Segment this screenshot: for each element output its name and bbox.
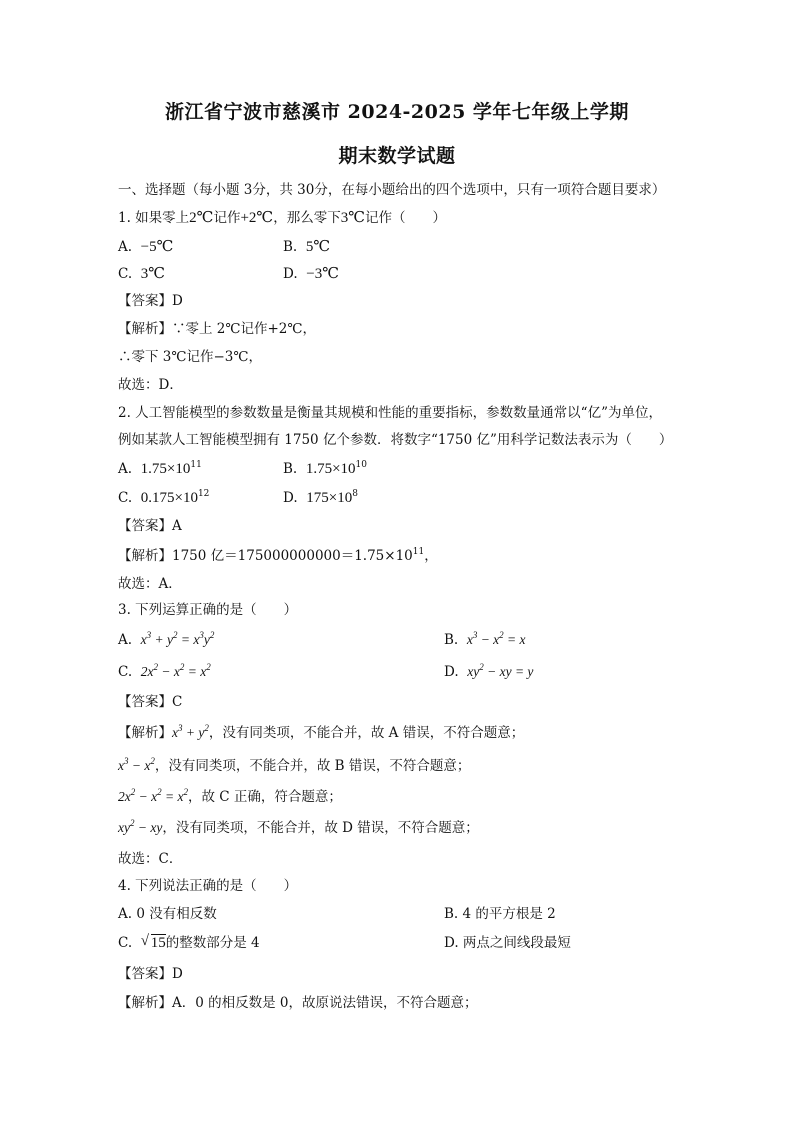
q1-temp-1: 2℃ — [189, 210, 214, 226]
explanation-formula: $2x^2 - x^2 = x^2$ — [118, 787, 188, 804]
explanation-formula: $x^3 - x^2$ — [118, 756, 155, 773]
q1-text-mid1: 记作 — [213, 210, 241, 226]
q2-option-a — [118, 460, 202, 478]
square-root — [141, 934, 166, 952]
question-1-stem — [118, 209, 446, 227]
explanation-text: ，没有同类项，不能合并，故 A 错误，不符合题意； — [208, 725, 525, 741]
option-value: 3℃ — [140, 266, 166, 282]
q1-explanation-1: 【解析】∵零上 2℃记作+2℃， — [118, 321, 316, 337]
q2-explanation — [118, 547, 438, 565]
q3-answer: 【答案】C — [118, 694, 183, 710]
q1-option-d — [283, 265, 339, 283]
option-label: B. — [283, 461, 298, 477]
question-4-stem: 4. 下列说法正确的是（ ） — [118, 878, 298, 894]
q3-explanation-1 — [118, 724, 524, 742]
explanation-label: 【解析】 — [118, 725, 172, 741]
q3-choice: 故选：C． — [118, 851, 183, 867]
option-label: C. — [118, 935, 133, 951]
option-base: 0.175×10 — [140, 490, 198, 506]
explanation-text: ，没有同类项，不能合并，故 D 错误，不符合题意； — [162, 820, 479, 836]
q1-option-b — [283, 238, 330, 256]
q2-option-c — [118, 489, 209, 507]
q4-answer: 【答案】D — [118, 966, 183, 982]
document-title: 浙江省宁波市慈溪市 2024-2025 学年七年级上学期 — [165, 101, 629, 123]
q4-explanation-1: 【解析】A．0 的相反数是 0，故原说法错误，不符合题意； — [118, 995, 478, 1011]
q4-option-b: B. 4 的平方根是 2 — [444, 906, 556, 922]
option-exponent: 11 — [190, 460, 202, 470]
option-label: A. — [118, 632, 133, 648]
q1-option-a — [118, 238, 173, 256]
q1-text-pre: 1. 如果零上 — [118, 210, 190, 226]
q2-option-d — [283, 489, 358, 507]
option-label: B. — [283, 239, 298, 255]
option-base: 1.75×10 — [140, 461, 191, 477]
q1-option-c — [118, 265, 165, 283]
section-heading: 一、选择题（每小题 3分，共 30分，在每小题给出的四个选项中，只有一项符合题目要求） — [118, 182, 666, 198]
q3-option-a — [118, 631, 214, 649]
option-text: 的整数部分是 4 — [165, 935, 260, 951]
option-exponent: 8 — [352, 489, 358, 499]
q1-temp-2: +2℃ — [240, 210, 274, 226]
question-3-stem: 3. 下列运算正确的是（ ） — [118, 602, 298, 618]
explanation-punct: ， — [424, 548, 438, 564]
q3-option-d — [444, 663, 533, 681]
q3-explanation-2 — [118, 757, 470, 775]
q2-answer: 【答案】A — [118, 518, 182, 534]
option-value: −3℃ — [306, 266, 339, 282]
question-2-stem-line2: 例如某款人工智能模型拥有 1750 亿个参数．将数字“1750 亿”用科学记数法表示为（ ） — [118, 432, 673, 448]
explanation-formula: $x^3 + y^2$ — [172, 723, 209, 740]
q1-text-mid2: ，那么零下 — [273, 210, 341, 226]
q3-option-c — [118, 663, 211, 681]
option-value: 5℃ — [305, 239, 331, 255]
q3-explanation-4 — [118, 819, 479, 837]
explanation-formula: $xy^2$ − xy — [118, 818, 163, 835]
explanation-exponent: 11 — [412, 547, 425, 557]
option-label: C. — [118, 266, 133, 282]
q4-option-c — [118, 934, 260, 952]
q1-temp-3: 3℃ — [340, 210, 365, 226]
q3-explanation-3 — [118, 788, 342, 806]
option-label: B. — [444, 632, 459, 648]
document-subtitle: 期末数学试题 — [338, 145, 456, 167]
option-label: A. — [118, 239, 133, 255]
option-exponent: 12 — [197, 489, 210, 499]
explanation-text: ，故 C 正确，符合题意； — [187, 789, 342, 805]
option-label: D. — [283, 266, 298, 282]
option-label: D. — [444, 664, 459, 680]
explanation-text: 【解析】1750 亿＝175000000000＝1.75×10 — [118, 548, 413, 564]
option-base: 175×10 — [306, 490, 353, 506]
question-2-stem-line1: 2. 人工智能模型的参数数量是衡量其规模和性能的重要指标，参数数量通常以“亿”为单位， — [118, 405, 662, 421]
radicand: 15 — [150, 935, 166, 951]
option-value: −5℃ — [140, 239, 174, 255]
q4-option-a: A. 0 没有相反数 — [118, 906, 217, 922]
q1-explanation-2: ∴零下 3℃记作−3℃， — [118, 349, 262, 365]
option-base: 1.75×10 — [305, 461, 356, 477]
q1-text-post: 记作（ ） — [364, 210, 446, 226]
q2-choice: 故选：A． — [118, 576, 182, 592]
option-label: C. — [118, 490, 133, 506]
option-label: A. — [118, 461, 133, 477]
option-exponent: 10 — [355, 460, 367, 470]
option-formula: $x^3 + y^2 = x^3y^2$ — [140, 630, 215, 647]
option-label: C. — [118, 664, 133, 680]
q2-option-b — [283, 460, 367, 478]
q1-choice: 故选：D． — [118, 377, 183, 393]
q4-option-d: D. 两点之间线段最短 — [444, 935, 571, 951]
q1-answer: 【答案】D — [118, 293, 183, 309]
option-formula: $2x^2 - x^2 = x^2$ — [140, 662, 211, 679]
explanation-text: ，没有同类项，不能合并，故 B 错误，不符合题意； — [154, 758, 471, 774]
q3-option-b — [444, 631, 526, 649]
option-formula: $xy^2$ − xy = y — [467, 662, 534, 679]
option-label: D. — [283, 490, 298, 506]
option-formula: $x^3 - x^2 = x$ — [466, 630, 526, 647]
